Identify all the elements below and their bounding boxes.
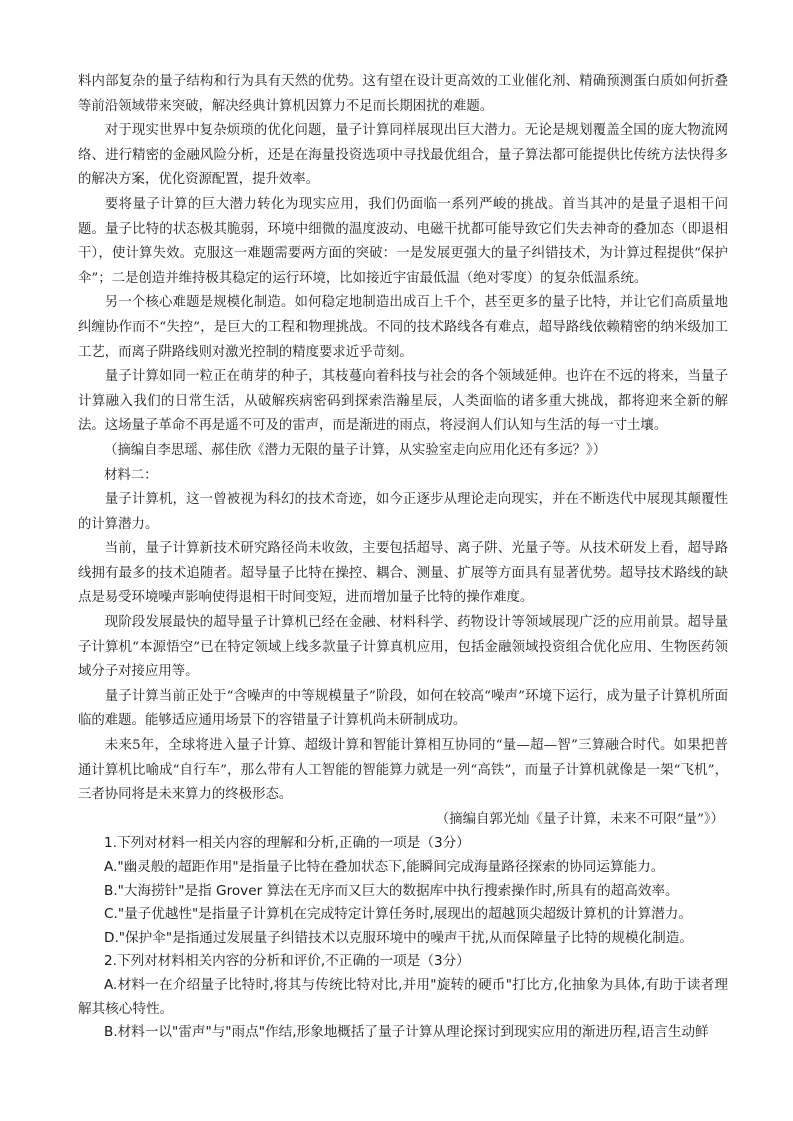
material2-heading: 材料二： <box>104 467 158 483</box>
material1-paragraph-5: 量子计算如同一粒正在萌芽的种子，其枝蔓向着科技与社会的各个领域延伸。也许在不远的将来，当量子计算融入我们的日常生活，从破解疾病密码到探索浩瀚星辰，人类面临的诸多重大挑战，都将迎来全新的解法。这场量子革命不再是遥不可及的雷声，而是渐进的雨点，将浸润人们认知与生活的每一寸土壤。 <box>78 369 728 434</box>
material1-paragraph-2: 对于现实世界中复杂烦琐的优化问题，量子计算同样展现出巨大潜力。无论是规划覆盖全国的庞大物流网络、进行精密的金融风险分析，还是在海量投资选项中寻找最优组合，量子算法都可能提供比传统方法快得多的解决方案，优化资源配置，提升效率。 <box>78 123 728 188</box>
question-1-option-c: C."量子优越性"是指量子计算机在完成特定计算任务时,展现出的超越顶尖超级计算机的计算潜力。 <box>104 906 692 923</box>
question-2-stem: 2.下列对材料相关内容的分析和评价,不正确的一项是（3分） <box>104 953 470 970</box>
question-1-option-b: B."大海捞针"是指 Grover 算法在无序而又巨大的数据库中执行搜索操作时,所具有的超高效率。 <box>104 882 679 899</box>
material1-paragraph-1: 料内部复杂的量子结构和行为具有天然的优势。这有望在设计更高效的工业催化剂、精确预测蛋白质如何折叠等前沿领域带来突破，解决经典计算机因算力不足而长期困扰的难题。 <box>78 74 728 114</box>
material1-paragraph-3: 要将量子计算的巨大潜力转化为现实应用，我们仍面临一系列严峻的挑战。首当其冲的是量子退相干问题。量子比特的状态极其脆弱，环境中细微的温度波动、电磁干扰都可能导致它们失去神奇的叠加态（即退相干），使计算失效。克服这一难题需要两方面的突破：一是发展更强大的量子纠错技术，为计算过程提供“保护伞”；二是创造并维持极其稳定的运行环境，比如接近宇宙最低温（绝对零度）的复杂低温系统。 <box>78 196 728 286</box>
question-1-stem: 1.下列对材料一相关内容的理解和分析,正确的一项是（3分） <box>104 835 470 852</box>
material2-source: （摘编自郭光灿《量子计算，未来不可限“量”》） <box>435 811 724 827</box>
material2-paragraph-3: 现阶段发展最快的超导量子计算机已经在金融、材料科学、药物设计等领域展现广泛的应用前景。超导量子计算机“本源悟空”已在特定领域上线多款量子计算真机应用，包括金融领域投资组合优化应用、生物医药领域分子对接应用等。 <box>78 615 728 680</box>
exam-page <box>78 70 728 1045</box>
question-1-option-d: D."保护伞"是指通过发展量子纠错技术以克服环境中的噪声干扰,从而保障量子比特的规模化制造。 <box>104 929 693 946</box>
material1-paragraph-4: 另一个核心难题是规模化制造。如何稳定地制造出成百上千个，甚至更多的量子比特，并让它们高质量地纠缠协作而不“失控”，是巨大的工程和物理挑战。不同的技术路线各有难点，超导路线依赖精密的纳米级加工工艺，而离子阱路线则对激光控制的精度要求近乎苛刻。 <box>78 295 728 360</box>
material1-source: （摘编自李思瑶、郝佳欣《潜力无限的量子计算，从实验室走向应用化还有多远？》） <box>104 442 607 458</box>
question-1-option-a: A."幽灵般的超距作用"是指量子比特在叠加状态下,能瞬间完成海量路径探索的协同运算能力。 <box>104 859 665 875</box>
material2-paragraph-1: 量子计算机，这一曾被视为科幻的技术奇迹，如今正逐步从理论走向现实，并在不断迭代中展现其颠覆性的计算潜力。 <box>78 492 728 532</box>
material2-paragraph-4: 量子计算当前正处于“含噪声的中等规模量子”阶段，如何在较高“噪声”环境下运行，成为量子计算机所面临的难题。能够适应通用场景下的容错量子计算机尚未研制成功。 <box>78 688 728 729</box>
question-2-option-b: B.材料一以"雷声"与"雨点"作结,形象地概括了量子计算从理论探讨到现实应用的渐进历程,语言生动鲜 <box>104 1024 709 1041</box>
question-2-option-a: A.材料一在介绍量子比特时,将其与传统比特对比,并用"旋转的硬币"打比方,化抽象为具体,有助于读者理解其核心特性。 <box>78 976 728 1017</box>
material2-paragraph-5: 未来5年，全球将进入量子计算、超级计算和智能计算相互协同的“量—超—智”三算融合时代。如果把普通计算机比喻成“自行车”，那么带有人工智能的智能算力就是一列“高铁”，而量子计算机就像是一架“飞机”，三者协同将是未来算力的终极形态。 <box>78 738 728 803</box>
material2-paragraph-2: 当前，量子计算新技术研究路径尚未收敛，主要包括超导、离子阱、光量子等。从技术研发上看，超导路线拥有最多的技术追随者。超导量子比特在操控、耦合、测量、扩展等方面具有显著优势。超导技术路线的缺点是易受环境噪声影响使得退相干时间变短，进而增加量子比特的操作难度。 <box>78 541 728 606</box>
